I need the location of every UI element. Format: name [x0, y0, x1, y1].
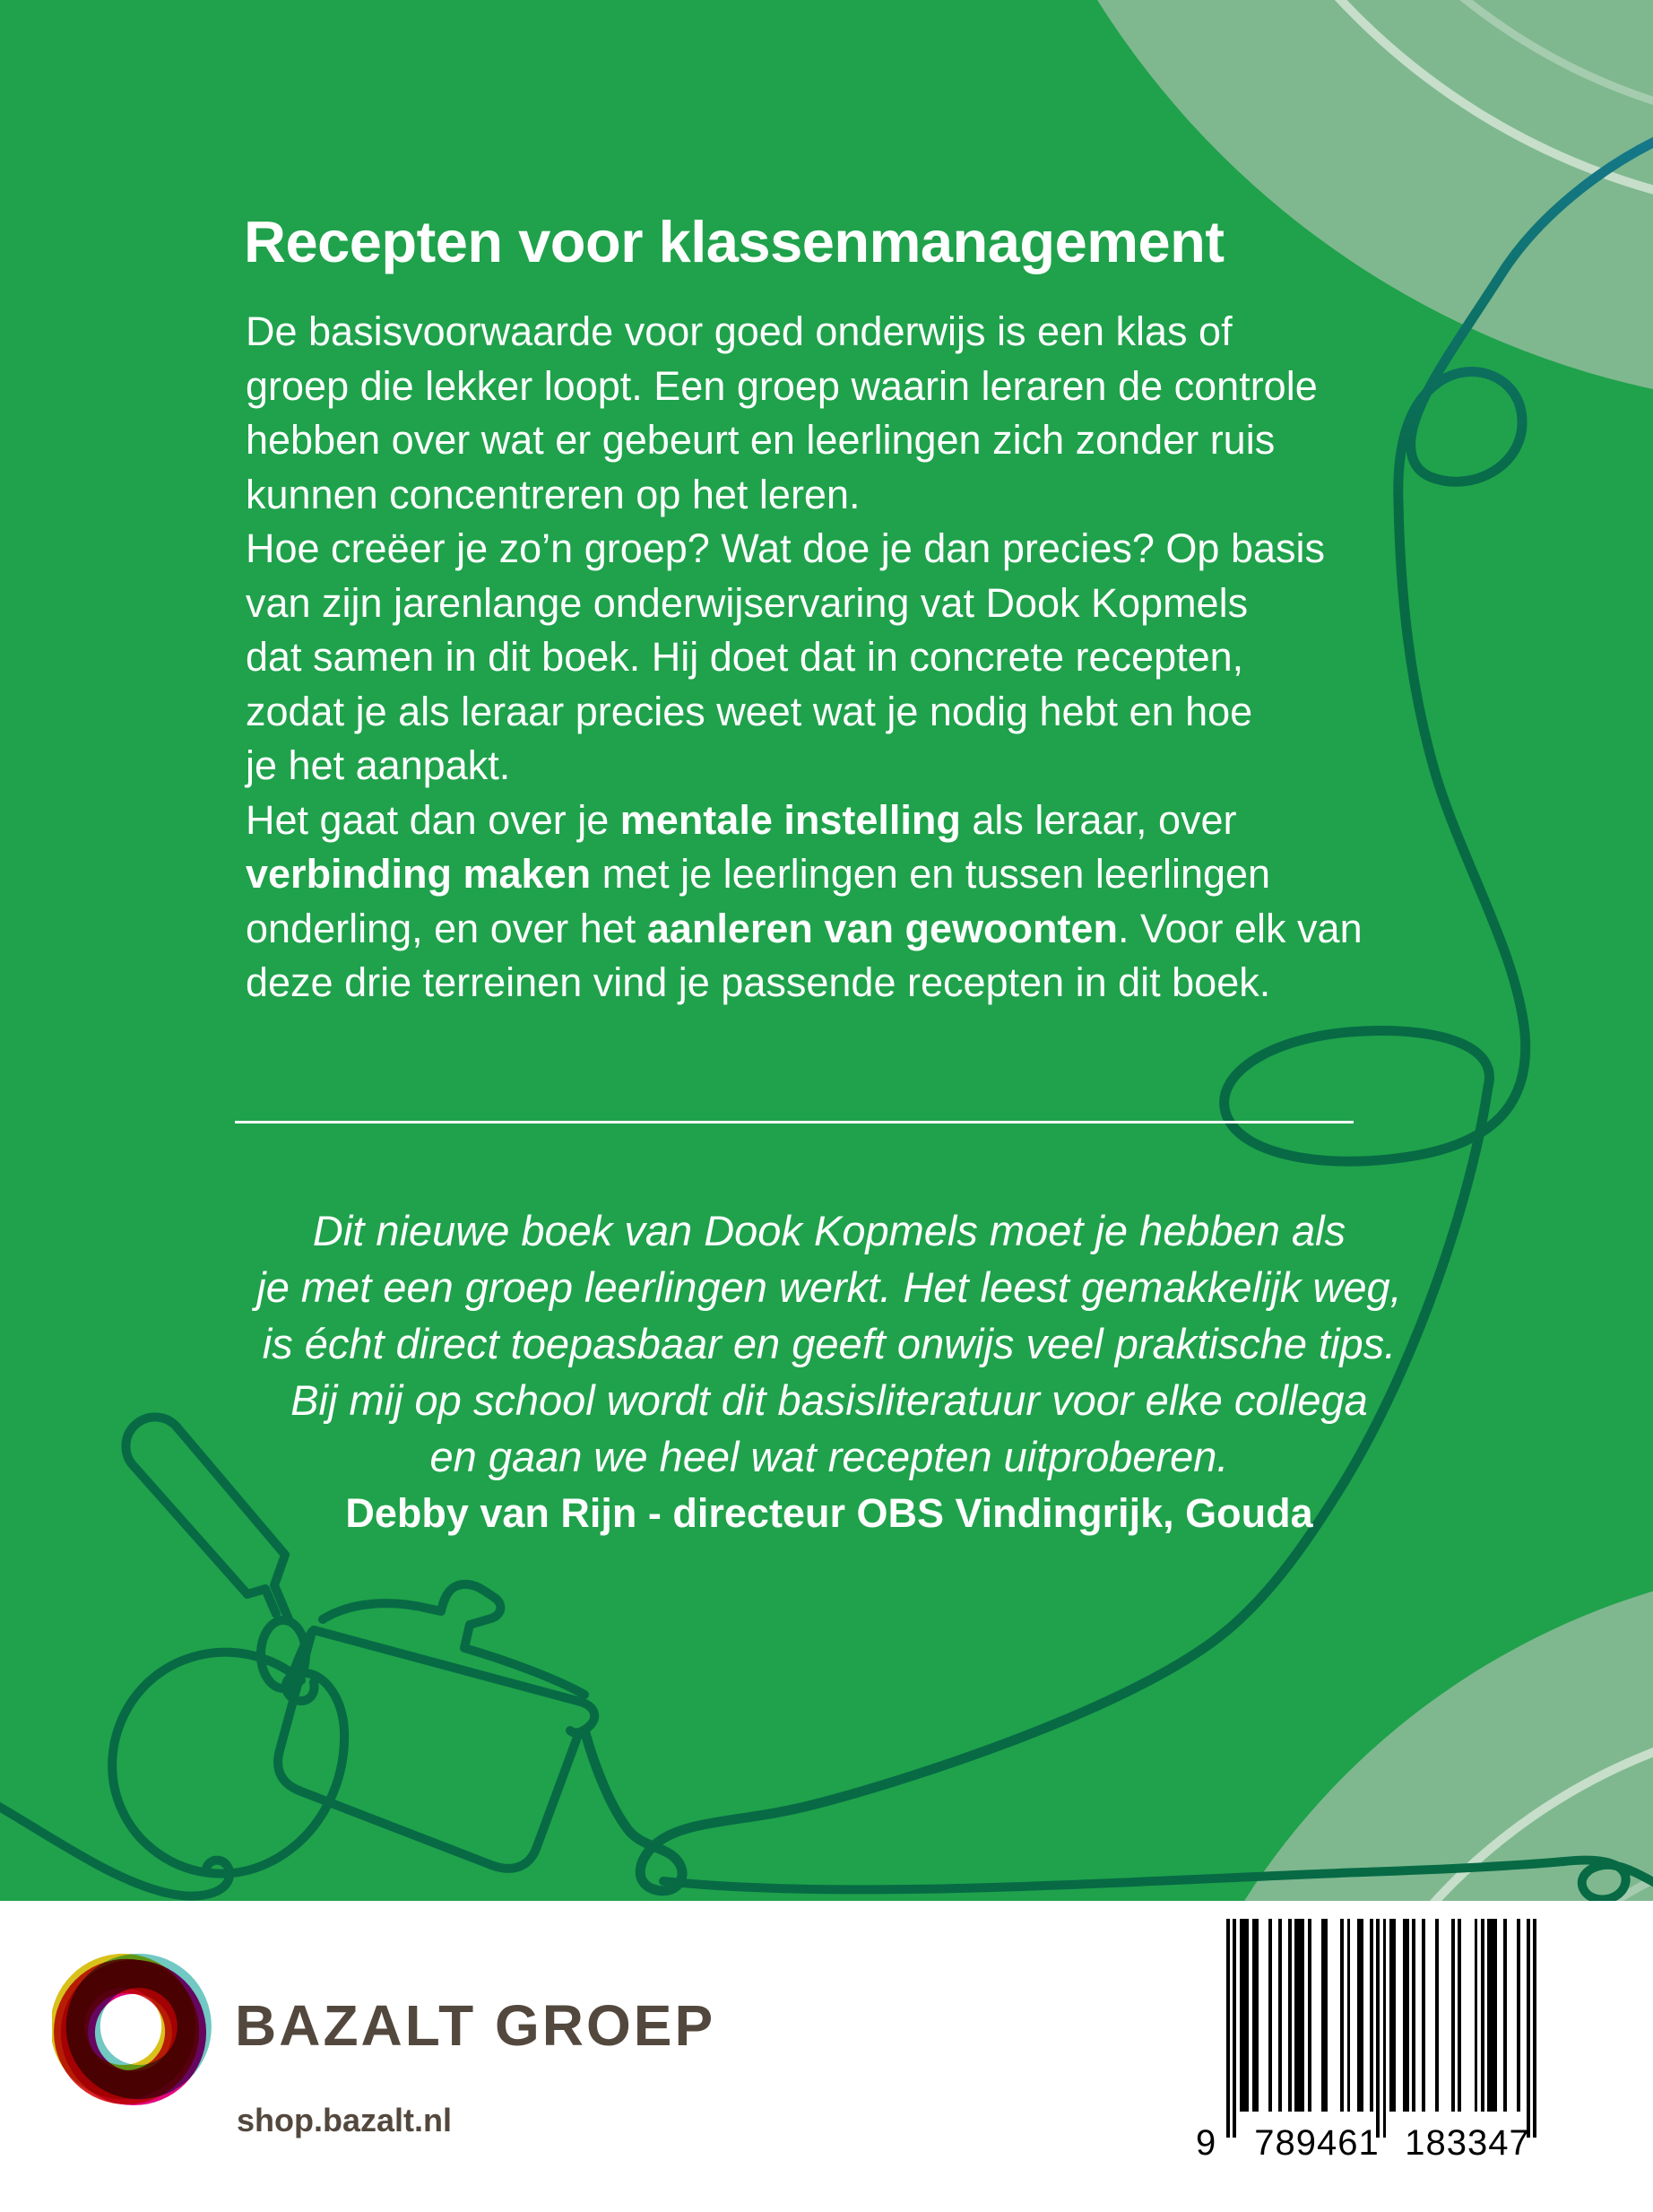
isbn-barcode — [1196, 1919, 1542, 2179]
barcode-bar — [1503, 1919, 1507, 2112]
barcode-bar — [1383, 1919, 1387, 2138]
body-line: Het gaat dan over je mentale instelling als leraar, over — [246, 796, 1237, 843]
barcode-bar — [1308, 1919, 1311, 2112]
body-line: zodat je als leraar precies weet wat je nodig hebt en hoe — [246, 688, 1253, 734]
barcode-bar — [1360, 1919, 1363, 2112]
bazalt-logo-icon — [52, 1951, 212, 2105]
barcode-bar — [1302, 1919, 1305, 2112]
testimonial-lines — [134, 1202, 1524, 1485]
testimonial-line: is écht direct toepasbaar en geeft onwijs veel praktische tips. — [262, 1320, 1397, 1367]
page-title: Recepten voor klassenmanagement — [244, 208, 1225, 274]
barcode-bar — [1393, 1919, 1397, 2112]
barcode-bar — [1256, 1919, 1259, 2112]
barcode-bar — [1226, 1919, 1230, 2138]
barcode-bar — [1458, 1919, 1461, 2112]
barcode-bar — [1435, 1919, 1439, 2112]
barcode-bar — [1533, 1919, 1536, 2138]
barcode-bar — [1278, 1919, 1282, 2112]
barcode-bar — [1324, 1919, 1328, 2112]
barcode-bar — [1412, 1919, 1415, 2112]
barcode-bar — [1233, 1919, 1236, 2138]
barcode-bar — [1451, 1919, 1455, 2112]
pot-rim — [314, 1630, 581, 1702]
barcode-bar — [1268, 1919, 1272, 2112]
publisher-url: shop.bazalt.nl — [237, 2102, 453, 2138]
barcode-bar — [1370, 1919, 1373, 2112]
body-line: kunnen concentreren op het leren. — [246, 471, 861, 517]
testimonial-line: je met een groep leerlingen werkt. Het leest gemakkelijk weg, — [256, 1263, 1402, 1311]
body-line: je het aanpakt. — [246, 742, 511, 788]
barcode-bar — [1406, 1919, 1409, 2112]
barcode-bar — [1422, 1919, 1425, 2112]
body-line: groep die lekker loopt. Een groep waarin leraren de controle — [246, 362, 1318, 409]
body-line: verbinding maken met je leerlingen en tussen leerlingen — [246, 851, 1271, 897]
barcode-bar — [1481, 1919, 1484, 2112]
body-line: Hoe creëer je zo’n groep? Wat doe je dan precies? Op basis — [246, 525, 1326, 571]
divider-line — [235, 1121, 1354, 1123]
barcode-bar — [1288, 1919, 1292, 2112]
barcode-bar — [1527, 1919, 1530, 2138]
barcode-digits-left: 789461 — [1254, 2123, 1380, 2163]
cord-left-edge — [0, 1804, 229, 1896]
body-line: deze drie terreinen vind je passende recepten in dit boek. — [246, 959, 1271, 1005]
barcode-digits-right: 183347 — [1405, 2123, 1530, 2163]
footer-bar — [0, 1901, 1653, 2212]
testimonial-attribution: Debby van Rijn - directeur OBS Vindingrijk, Gouda — [345, 1490, 1313, 1536]
barcode-bar — [1246, 1919, 1250, 2112]
barcode-bar — [1475, 1919, 1478, 2112]
testimonial-line: en gaan we heel wat recepten uitproberen. — [429, 1433, 1229, 1480]
barcode-bar — [1347, 1919, 1351, 2112]
body-text — [246, 305, 1447, 1011]
body-line: van zijn jarenlange onderwijservaring vat Dook Kopmels — [246, 579, 1249, 626]
body-line: hebben over wat er gebeurt en leerlingen zich zonder ruis — [246, 417, 1276, 463]
cord-loop — [112, 1652, 344, 1874]
barcode-bar — [1340, 1919, 1344, 2112]
barcode-bar — [1517, 1919, 1520, 2112]
testimonial-line: Bij mij op school wordt dit basisliteratuur voor elke collega — [290, 1376, 1368, 1424]
barcode-bar — [1376, 1919, 1380, 2138]
publisher-name: BAZALT GROEP — [235, 1993, 716, 2058]
testimonial-line: Dit nieuwe boek van Dook Kopmels moet je hebben als — [312, 1207, 1346, 1254]
body-line: dat samen in dit boek. Hij doet dat in concrete recepten, — [246, 634, 1244, 680]
barcode-digit-first: 9 — [1196, 2123, 1217, 2163]
testimonial-quote — [134, 1202, 1524, 1541]
body-line: De basisvoorwaarde voor goed onderwijs is een klas of — [246, 308, 1233, 354]
body-line: onderling, en over het aanleren van gewoonten. Voor elk van — [246, 905, 1363, 951]
barcode-bar — [1493, 1919, 1497, 2112]
